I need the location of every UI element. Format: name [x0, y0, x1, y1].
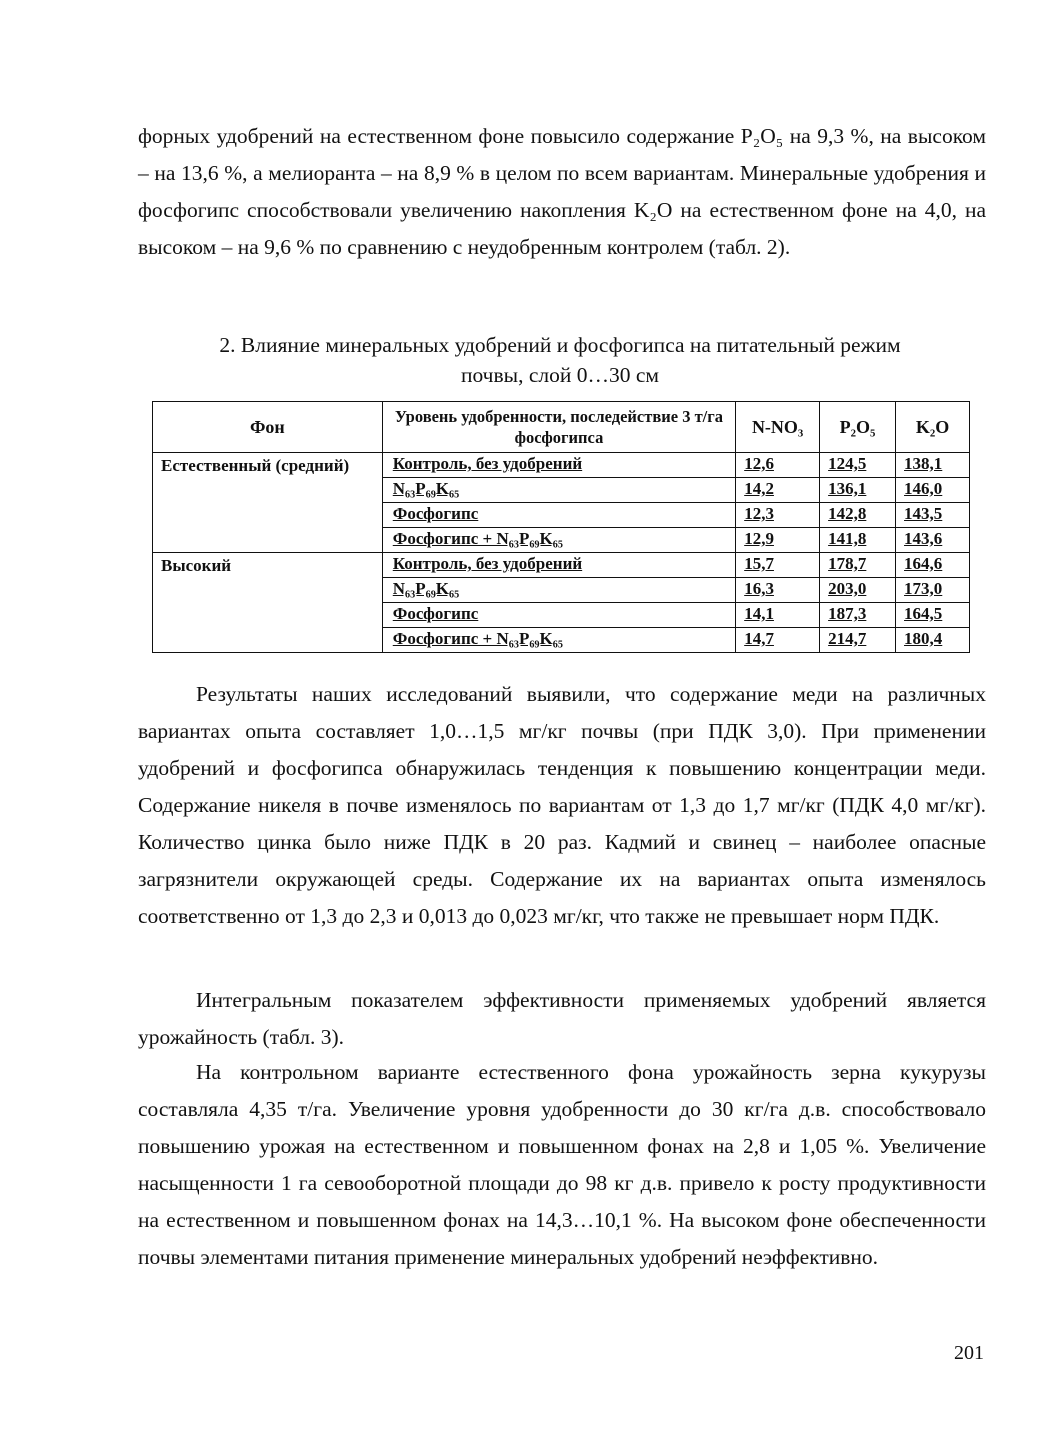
level-cell: N₆₃P₆₉K₆₅ — [382, 478, 735, 503]
level-cell: Контроль, без удобрений — [382, 453, 735, 478]
level-cell: Фосфогипс — [382, 503, 735, 528]
k2o-cell: 138,1 — [896, 453, 970, 478]
table-caption — [150, 330, 970, 390]
p2o5-cell: 141,8 — [820, 528, 896, 553]
nno3-cell: 14,1 — [736, 603, 820, 628]
k2o-cell: 180,4 — [896, 628, 970, 653]
nutrient-table — [152, 401, 970, 653]
p2o5-cell: 203,0 — [820, 578, 896, 603]
level-cell: N₆₃P₆₉K₆₅ — [382, 578, 735, 603]
level-cell: Фосфогипс + N₆₃P₆₉K₆₅ — [382, 528, 735, 553]
k2o-cell: 164,5 — [896, 603, 970, 628]
level-cell: Фосфогипс + N₆₃P₆₉K₆₅ — [382, 628, 735, 653]
nno3-cell: 14,2 — [736, 478, 820, 503]
p2o5-cell: 142,8 — [820, 503, 896, 528]
table-caption-line1: 2. Влияние минеральных удобрений и фосфогипса на питательный режим — [219, 333, 901, 357]
nno3-cell: 12,3 — [736, 503, 820, 528]
nno3-cell: 14,7 — [736, 628, 820, 653]
p2o5-cell: 178,7 — [820, 553, 896, 578]
k2o-cell: 164,6 — [896, 553, 970, 578]
nno3-cell: 16,3 — [736, 578, 820, 603]
page-number: 201 — [954, 1342, 984, 1364]
p2o5-cell: 136,1 — [820, 478, 896, 503]
p2o5-cell: 187,3 — [820, 603, 896, 628]
table-header-row — [153, 402, 970, 453]
paragraph-results: Результаты наших исследований выявили, что содержание меди на различных вариантах опыта составляет 1,0…1,5 мг/кг почвы (при ПДК 3,0). При применении удобрений и фосфогипса обнаружилась тенденция к повышению концентрации меди. Содержание никеля в почве изменялось по вариантам от 1,3 до 1,7 мг/кг (ПДК 4,0 мг/кг). Количество цинка было ниже ПДК в 20 раз. Кадмий и свинец – наиболее опасные загрязнители окружающей среды. Содержание их на вариантах опыта изменялось соответственно от 1,3 до 2,3 и 0,013 до 0,023 мг/кг, что также не превышает норм ПДК. — [138, 682, 986, 928]
header-p2o5: P₂O₅ — [820, 402, 896, 453]
nno3-cell: 12,6 — [736, 453, 820, 478]
header-fon: Фон — [153, 402, 383, 453]
k2o-cell: 146,0 — [896, 478, 970, 503]
nno3-cell: 15,7 — [736, 553, 820, 578]
paragraph-intro: форных удобрений на естественном фоне повысило содержание P₂O₅ на 9,3 %, на высоком – на 13,6 %, а мелиоранта – на 8,9 % в целом по всем вариантам. Минеральные удобрения и фосфогипс способствовали увеличению накопления K₂O на естественном фоне на 4,0, на высоком – на 9,6 % по сравнению с неудобренным контролем (табл. 2). — [138, 124, 986, 259]
table-caption-line2: почвы, слой 0…30 см — [460, 363, 660, 387]
k2o-cell: 143,6 — [896, 528, 970, 553]
level-cell: Фосфогипс — [382, 603, 735, 628]
nno3-cell: 12,9 — [736, 528, 820, 553]
background-cell: Высокий — [153, 553, 383, 653]
background-cell: Естественный (средний) — [153, 453, 383, 553]
k2o-cell: 143,5 — [896, 503, 970, 528]
header-nno3: N-NO₃ — [736, 402, 820, 453]
paragraph-integral: Интегральным показателем эффективности применяемых удобрений является урожайность (табл. 3). — [138, 988, 986, 1049]
k2o-cell: 173,0 — [896, 578, 970, 603]
p2o5-cell: 124,5 — [820, 453, 896, 478]
table-row — [153, 453, 970, 478]
table-row — [153, 553, 970, 578]
header-level: Уровень удобренности, последействие 3 т/га фосфогипса — [382, 402, 735, 453]
paragraph-yield: На контрольном варианте естественного фона урожайность зерна кукурузы составляла 4,35 т/га. Увеличение уровня удобренности до 30 кг/га д.в. способствовало повышению урожая на естественном и повышенном фонах на 2,8 и 1,05 %. Увеличение насыщенности 1 га севооборотной площади до 98 кг д.в. привело к росту продуктивности на естественном и повышенном фонах на 14,3…10,1 %. На высоком фоне обеспеченности почвы элементами питания применение минеральных удобрений неэффективно. — [138, 1060, 986, 1269]
header-k2o: K₂O — [896, 402, 970, 453]
level-cell: Контроль, без удобрений — [382, 553, 735, 578]
p2o5-cell: 214,7 — [820, 628, 896, 653]
